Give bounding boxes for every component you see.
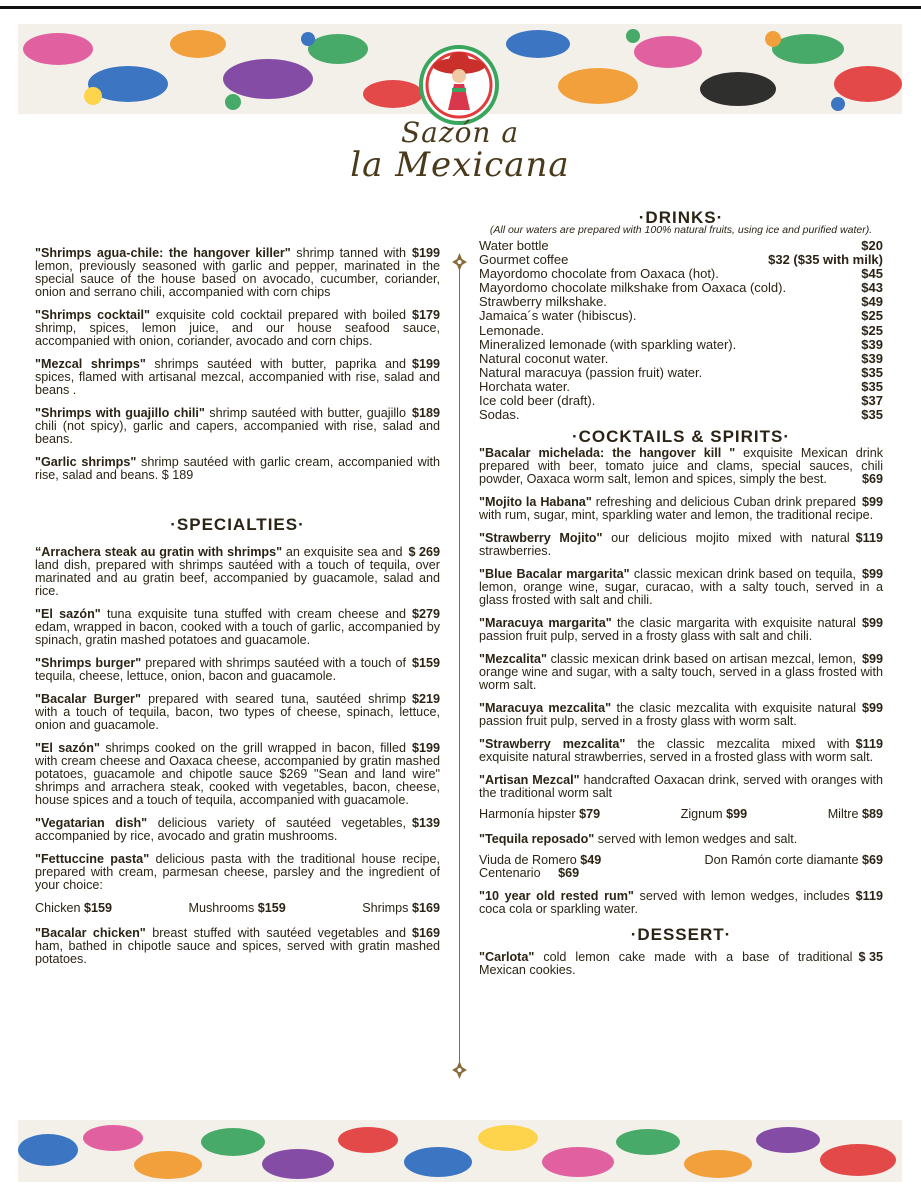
menu-item	[479, 833, 883, 846]
item-description: classic mexican drink based on tequila, lemon, orange wine, sugar, curacao, with a salty touch, served in a glass frosted with salt and chili.	[479, 567, 883, 608]
item-description: cold lemon cake made with a base of traditional Mexican cookies.	[479, 950, 853, 978]
menu-item	[35, 407, 440, 446]
item-name: "Shrimps agua-chile: the hangover killer"	[35, 246, 291, 260]
drink-row: Natural coconut water. $39	[479, 350, 883, 366]
menu-item	[479, 532, 883, 558]
drink-row: Gourmet coffee $32 ($35 with milk)	[479, 252, 883, 268]
ornament-icon	[451, 1060, 468, 1080]
drink-row: Horchata water. $35	[479, 378, 883, 394]
menu-item	[479, 617, 883, 643]
item-description: shrimps cooked on the grill wrapped in bacon, filled with cream cheese and Oaxaca cheese, accompanied by gratin mashed potatoes, guacamole and chipotle sauce $269 "Sean and land wire" shrimps and arrachera steak, cooked with vegetables, bacon, cheese, house spices and a touch of tequila, accompanied with guacamole.	[35, 741, 440, 807]
drink-row: Natural maracuya (passion fruit) water. $35	[479, 364, 883, 380]
item-name: “Arrachera steak au gratin with shrimps"	[35, 545, 283, 559]
item-name: "El sazón"	[35, 607, 101, 621]
menu-item	[479, 738, 883, 764]
item-description: served with lemon wedges, includes coca cola or sparkling water.	[479, 889, 850, 917]
item-price: $199	[411, 246, 440, 260]
drink-row: Ice cold beer (draft). $37	[479, 393, 883, 409]
section-title-dessert: ·DESSERT·	[630, 925, 732, 945]
menu-item	[35, 742, 440, 807]
item-price: $69	[861, 472, 883, 487]
item-price: $179	[411, 308, 440, 322]
item-name: "Garlic shrimps"	[35, 455, 137, 469]
option: Harmonía hipster $79	[479, 807, 601, 822]
menu-item	[479, 774, 883, 800]
option: Centenario $69	[479, 866, 580, 881]
item-price: $119	[855, 737, 883, 752]
item-description: the clasic mezcalita with exquisite natural passion fruit pulp, served in a frosty glass with worm salt.	[479, 701, 857, 729]
item-name: "Artisan Mezcal"	[479, 773, 580, 788]
item-description: our delicious mojito mixed with natural strawberries.	[479, 531, 850, 559]
menu-item	[479, 496, 883, 522]
drink-row: Strawberry milkshake. $49	[479, 294, 883, 310]
drinks-note: (All our waters are prepared with 100% natural fruits, using ice and purified water).	[489, 224, 873, 236]
menu-item	[35, 456, 440, 482]
item-price: $119	[855, 889, 883, 904]
item-name: "Maracuya margarita"	[479, 616, 612, 631]
item-name: "Vegatarian dish"	[35, 816, 148, 830]
item-name: "Fettuccine pasta"	[35, 852, 150, 866]
item-description: shrimp sautéed with butter, guajillo chili (not spicy), garlic and capers, accompanied with rise, salad and beans.	[35, 406, 440, 446]
item-description: exquisite cold cocktail prepared with boiled shrimp, spices, lemon juice, and our house seafood sauce, accompanied with onion, coriander, avocado and corn chips.	[35, 308, 440, 348]
left-column	[35, 247, 440, 976]
item-description: the clasic margarita with exquisite natural passion fruit pulp, served in a frosty glass with salt and chili.	[479, 616, 856, 644]
item-description: exquisite Mexican drink prepared with beer, tomato juice and clams, special sauces, chili powder, Oaxaca worm salt, lemon and spices, simply the best.	[479, 446, 883, 487]
drink-row: Jamaica´s water (hibiscus). $25	[479, 308, 883, 324]
option: Mushrooms $159	[188, 901, 286, 915]
tequila-options	[479, 854, 883, 880]
item-name: "Shrimps cocktail"	[35, 308, 151, 322]
option: Chicken $159	[35, 901, 113, 915]
item-price: $189	[411, 406, 440, 420]
item-price: $219	[411, 692, 440, 706]
item-name: "Bacalar Burger"	[35, 692, 141, 706]
item-price: $139	[411, 816, 440, 830]
item-name: "10 year old rested rum"	[479, 889, 634, 904]
section-title-cocktails: ·COCKTAILS & SPIRITS·	[571, 427, 791, 447]
item-price: $159	[411, 656, 440, 670]
menu-item	[479, 653, 883, 692]
item-description: delicious pasta with the traditional house recipe, prepared with cream, parmesan cheese, parsley and the ingredient of your choice:	[35, 852, 440, 892]
item-description: refreshing and delicious Cuban drink prepared with rum, sugar, mint, sparkling water and lemon, the traditional recipe.	[479, 495, 874, 523]
option: Miltre $89	[827, 807, 883, 822]
item-price: $119	[855, 531, 883, 546]
menu-item	[479, 447, 883, 486]
menu-item	[479, 702, 883, 728]
item-price: $169	[411, 926, 440, 940]
item-description: delicious variety of sautéed vegetables, accompanied by rice, avocado and gratin mushrooms.	[35, 816, 406, 843]
item-description: served with lemon wedges and salt.	[597, 832, 798, 847]
item-name: "Shrimps with guajillo chili"	[35, 406, 205, 420]
option: Don Ramón corte diamante $69	[704, 853, 883, 868]
drink-row: Mayordomo chocolate milkshake from Oaxaca (cold). $43	[479, 280, 883, 296]
drinks-list	[479, 239, 883, 422]
option: Viuda de Romero $49	[479, 853, 602, 868]
item-description: handcrafted Oaxacan drink, served with oranges with the traditional worm salt	[479, 773, 883, 801]
item-name: "El sazón"	[35, 741, 100, 755]
menu-item	[35, 608, 440, 647]
option: Zignum $99	[680, 807, 748, 822]
menu-item	[35, 546, 440, 598]
section-title-drinks: ·DRINKS·	[638, 208, 724, 227]
drink-row: Lemonade. $25	[479, 322, 883, 338]
drink-row: Mineralized lemonade (with sparkling water). $39	[479, 336, 883, 352]
item-description: breast stuffed with sautéed vegetables and ham, bathed in chipotle sauce and spices, served with gratin mashed potatoes.	[35, 926, 440, 966]
item-name: "Mezcalita"	[479, 652, 547, 667]
ornament-icon	[451, 252, 468, 272]
item-description: classic mexican drink based on artisan mezcal, lemon, orange wine and sugar, with a salty touch, served in a glass frosted with worm salt.	[479, 652, 883, 693]
menu-item	[35, 927, 440, 966]
item-name: "Bacalar chicken"	[35, 926, 146, 940]
item-name: "Mezcal shrimps"	[35, 357, 146, 371]
column-divider	[459, 254, 460, 1070]
brand-line-1: Sazón a	[400, 116, 520, 149]
item-description: an exquisite sea and land dish, prepared with shrimps sautéed with a touch of tequila, over marinated and au gratin beef, accompanied by guacamole, salad and rice.	[35, 545, 440, 598]
item-description: shrimp tanned with lemon, previously seasoned with garlic and pepper, marinated in the special sauce of the house based on avocado, cucumber, coriander, onion and serrano chili, accompanied with corn chips	[35, 246, 440, 299]
drink-row: Sodas. $35	[479, 407, 883, 423]
item-price: $99	[861, 652, 883, 667]
mezcal-options	[479, 808, 883, 821]
drink-row: Water bottle $20	[479, 238, 883, 253]
item-price: $99	[861, 701, 883, 716]
item-name: "Strawberry mezcalita"	[479, 737, 626, 752]
option: Shrimps $169	[362, 901, 440, 915]
item-price: $99	[861, 495, 883, 510]
item-description: prepared with shrimps sautéed with a touch of tequila, cheese, lettuce, onion, bacon and guacamole.	[35, 656, 406, 683]
item-description: the classic mezcalita mixed with exquisite natural strawberries, served in a frosted glass with worm salt.	[479, 737, 874, 765]
menu-item	[35, 358, 440, 397]
item-price: $279	[411, 607, 440, 621]
brand-line-2: la Mexicana	[350, 145, 570, 185]
menu-item	[35, 657, 440, 683]
embroidery-pattern-bottom	[18, 1120, 902, 1182]
section-title-specialties: ·SPECIALTIES·	[170, 515, 305, 534]
item-name: "Shrimps burger"	[35, 656, 142, 670]
item-name: "Bacalar michelada: the hangover kill "	[479, 446, 736, 461]
menu-item	[35, 247, 440, 299]
item-name: "Mojito la Habana"	[479, 495, 592, 510]
item-name: "Carlota"	[479, 950, 535, 965]
menu-item	[35, 853, 440, 892]
restaurant-logo	[418, 44, 500, 126]
menu-item	[479, 890, 883, 916]
item-name: "Maracuya mezcalita"	[479, 701, 612, 716]
item-name: "Strawberry Mojito"	[479, 531, 603, 546]
brand-wordmark	[330, 116, 590, 196]
top-rule	[0, 6, 921, 9]
item-description: shrimps sautéed with butter, paprika and spices, flamed with artisanal mezcal, accompanied with rise, salad and beans .	[35, 357, 440, 397]
item-description: shrimp sautéed with garlic cream, accompanied with rise, salad and beans. $ 189	[35, 455, 440, 482]
item-description: prepared with seared tuna, sautéed shrimp with a touch of tequila, bacon, two types of cheese, spinach, lettuce, onion and guacamole.	[35, 692, 440, 732]
menu-item	[479, 568, 883, 607]
item-price: $99	[861, 567, 883, 582]
item-name: "Tequila reposado"	[479, 832, 595, 847]
item-price: $ 35	[858, 950, 883, 965]
item-price: $99	[861, 616, 883, 631]
right-column	[479, 208, 883, 987]
menu-item	[479, 951, 883, 977]
item-price: $199	[411, 741, 440, 755]
menu-item	[35, 817, 440, 843]
menu-item	[35, 309, 440, 348]
item-name: "Blue Bacalar margarita"	[479, 567, 630, 582]
embroidery-banner-bottom	[18, 1120, 902, 1182]
item-description: tuna exquisite tuna stuffed with cream cheese and edam, wrapped in bacon, cooked with a touch of garlic, accompanied by spinach, gratin mashed potatoes and guacamole.	[35, 607, 440, 647]
item-price: $ 269	[408, 545, 440, 559]
menu-item	[35, 693, 440, 732]
drink-row: Mayordomo chocolate from Oaxaca (hot). $45	[479, 266, 883, 282]
pasta-options	[35, 902, 440, 915]
item-price: $199	[411, 357, 440, 371]
